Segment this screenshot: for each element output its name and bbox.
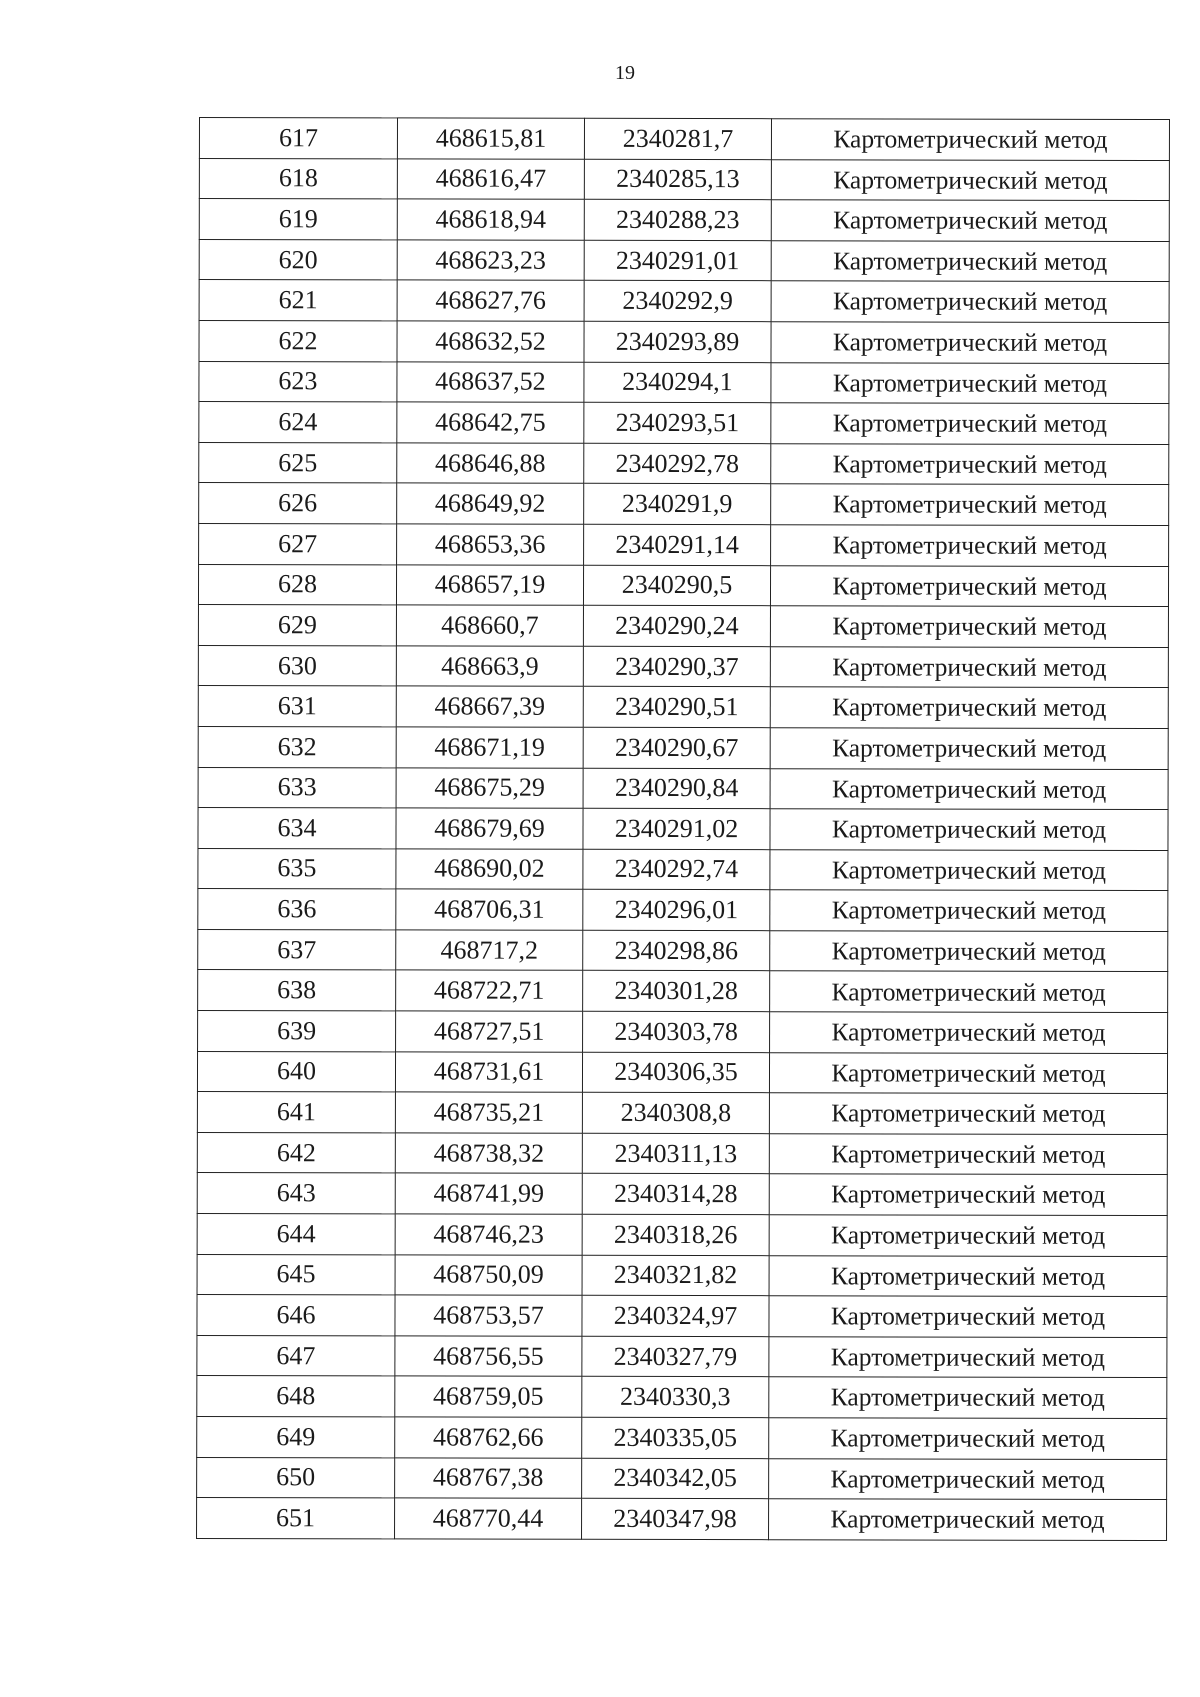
- table-row: [197, 1498, 1167, 1541]
- y-coordinate-cell: 2340298,86: [583, 930, 770, 971]
- y-coordinate-cell: 2340327,79: [582, 1336, 769, 1377]
- method-cell: Картометрический метод: [769, 1215, 1167, 1256]
- method-cell: Картометрический метод: [769, 1052, 1167, 1093]
- method-cell: Картометрический метод: [771, 159, 1169, 200]
- method-cell: Картометрический метод: [769, 1499, 1167, 1540]
- y-coordinate-cell: 2340291,02: [583, 808, 770, 849]
- x-coordinate-cell: 468767,38: [395, 1458, 582, 1499]
- x-coordinate-cell: 468637,52: [397, 361, 584, 402]
- x-coordinate-cell: 468738,32: [395, 1133, 582, 1174]
- table-row: [199, 402, 1169, 445]
- method-cell: Картометрический метод: [769, 1337, 1167, 1378]
- method-cell: Картометрический метод: [769, 1458, 1167, 1499]
- method-cell: Картометрический метод: [770, 728, 1168, 769]
- y-coordinate-cell: 2340314,28: [582, 1174, 769, 1215]
- y-coordinate-cell: 2340294,1: [584, 362, 771, 403]
- x-coordinate-cell: 468623,23: [397, 240, 584, 281]
- coordinates-table-body: [197, 118, 1170, 1541]
- x-coordinate-cell: 468690,02: [396, 849, 583, 890]
- method-cell: Картометрический метод: [769, 1134, 1167, 1175]
- point-number-cell: 625: [199, 442, 397, 483]
- x-coordinate-cell: 468770,44: [395, 1498, 582, 1539]
- y-coordinate-cell: 2340285,13: [584, 159, 771, 200]
- x-coordinate-cell: 468627,76: [397, 280, 584, 321]
- method-cell: Картометрический метод: [771, 484, 1169, 525]
- table-row: [199, 239, 1169, 282]
- table-row: [197, 1173, 1167, 1216]
- table-row: [198, 1011, 1168, 1054]
- table-row: [199, 320, 1169, 363]
- method-cell: Картометрический метод: [770, 971, 1168, 1012]
- x-coordinate-cell: 468706,31: [396, 889, 583, 930]
- point-number-cell: 630: [198, 645, 396, 686]
- coordinates-table: [196, 117, 1170, 1541]
- y-coordinate-cell: 2340290,5: [583, 565, 770, 606]
- table-row: [197, 1254, 1167, 1297]
- point-number-cell: 619: [199, 199, 397, 240]
- point-number-cell: 645: [197, 1254, 395, 1295]
- point-number-cell: 626: [199, 483, 397, 524]
- x-coordinate-cell: 468615,81: [397, 118, 584, 159]
- table-row: [199, 118, 1169, 161]
- y-coordinate-cell: 2340301,28: [583, 971, 770, 1012]
- method-cell: Картометрический метод: [770, 849, 1168, 890]
- x-coordinate-cell: 468735,21: [395, 1092, 582, 1133]
- method-cell: Картометрический метод: [770, 687, 1168, 728]
- x-coordinate-cell: 468746,23: [395, 1214, 582, 1255]
- x-coordinate-cell: 468731,61: [395, 1052, 582, 1093]
- method-cell: Картометрический метод: [769, 1093, 1167, 1134]
- x-coordinate-cell: 468759,05: [395, 1376, 582, 1417]
- x-coordinate-cell: 468679,69: [396, 808, 583, 849]
- y-coordinate-cell: 2340318,26: [582, 1214, 769, 1255]
- method-cell: Картометрический метод: [770, 1012, 1168, 1053]
- method-cell: Картометрический метод: [770, 768, 1168, 809]
- table-row: [198, 929, 1168, 972]
- point-number-cell: 618: [199, 158, 397, 199]
- x-coordinate-cell: 468675,29: [396, 767, 583, 808]
- y-coordinate-cell: 2340281,7: [584, 118, 771, 159]
- point-number-cell: 617: [199, 118, 397, 159]
- y-coordinate-cell: 2340288,23: [584, 199, 771, 240]
- y-coordinate-cell: 2340296,01: [583, 890, 770, 931]
- x-coordinate-cell: 468616,47: [397, 159, 584, 200]
- method-cell: Картометрический метод: [771, 403, 1169, 444]
- x-coordinate-cell: 468649,92: [397, 483, 584, 524]
- point-number-cell: 636: [198, 889, 396, 930]
- method-cell: Картометрический метод: [770, 606, 1168, 647]
- point-number-cell: 637: [198, 929, 396, 970]
- method-cell: Картометрический метод: [770, 931, 1168, 972]
- method-cell: Картометрический метод: [771, 443, 1169, 484]
- x-coordinate-cell: 468762,66: [395, 1417, 582, 1458]
- table-row: [198, 848, 1168, 891]
- table-row: [199, 523, 1169, 566]
- method-cell: Картометрический метод: [771, 200, 1169, 241]
- method-cell: Картометрический метод: [770, 809, 1168, 850]
- point-number-cell: 629: [198, 605, 396, 646]
- point-number-cell: 638: [198, 970, 396, 1011]
- method-cell: Картометрический метод: [771, 281, 1169, 322]
- x-coordinate-cell: 468618,94: [397, 199, 584, 240]
- point-number-cell: 651: [197, 1498, 395, 1539]
- point-number-cell: 623: [199, 361, 397, 402]
- x-coordinate-cell: 468750,09: [395, 1255, 582, 1296]
- point-number-cell: 631: [198, 686, 396, 727]
- point-number-cell: 622: [199, 320, 397, 361]
- method-cell: Картометрический метод: [770, 646, 1168, 687]
- y-coordinate-cell: 2340290,84: [583, 768, 770, 809]
- table-row: [197, 1457, 1167, 1500]
- point-number-cell: 633: [198, 767, 396, 808]
- y-coordinate-cell: 2340291,9: [584, 484, 771, 525]
- method-cell: Картометрический метод: [769, 1418, 1167, 1459]
- point-number-cell: 620: [199, 239, 397, 280]
- y-coordinate-cell: 2340308,8: [582, 1093, 769, 1134]
- method-cell: Картометрический метод: [769, 1377, 1167, 1418]
- x-coordinate-cell: 468663,9: [396, 646, 583, 687]
- x-coordinate-cell: 468657,19: [396, 564, 583, 605]
- table-row: [197, 1092, 1167, 1135]
- method-cell: Картометрический метод: [771, 322, 1169, 363]
- y-coordinate-cell: 2340347,98: [582, 1498, 769, 1539]
- method-cell: Картометрический метод: [769, 1255, 1167, 1296]
- x-coordinate-cell: 468741,99: [395, 1173, 582, 1214]
- page-number: 19: [615, 62, 635, 84]
- x-coordinate-cell: 468646,88: [397, 443, 584, 484]
- point-number-cell: 648: [197, 1376, 395, 1417]
- y-coordinate-cell: 2340303,78: [583, 1011, 770, 1052]
- x-coordinate-cell: 468756,55: [395, 1336, 582, 1377]
- point-number-cell: 632: [198, 726, 396, 767]
- table-row: [197, 1335, 1167, 1378]
- method-cell: Картометрический метод: [771, 362, 1169, 403]
- point-number-cell: 644: [197, 1214, 395, 1255]
- y-coordinate-cell: 2340293,51: [584, 402, 771, 443]
- point-number-cell: 621: [199, 280, 397, 321]
- x-coordinate-cell: 468632,52: [397, 321, 584, 362]
- x-coordinate-cell: 468727,51: [396, 1011, 583, 1052]
- table-row: [198, 970, 1168, 1013]
- point-number-cell: 640: [197, 1051, 395, 1092]
- x-coordinate-cell: 468717,2: [396, 930, 583, 971]
- table-row: [197, 1051, 1167, 1094]
- point-number-cell: 624: [199, 402, 397, 443]
- table-row: [199, 442, 1169, 485]
- y-coordinate-cell: 2340290,37: [583, 646, 770, 687]
- table-row: [197, 1376, 1167, 1419]
- y-coordinate-cell: 2340291,14: [584, 524, 771, 565]
- method-cell: Картометрический метод: [769, 1296, 1167, 1337]
- point-number-cell: 639: [198, 1011, 396, 1052]
- table-row: [198, 645, 1168, 688]
- point-number-cell: 643: [197, 1173, 395, 1214]
- x-coordinate-cell: 468667,39: [396, 686, 583, 727]
- table-row: [198, 889, 1168, 932]
- point-number-cell: 650: [197, 1457, 395, 1498]
- method-cell: Картометрический метод: [770, 565, 1168, 606]
- table-row: [198, 686, 1168, 729]
- y-coordinate-cell: 2340290,24: [583, 605, 770, 646]
- table-row: [199, 158, 1169, 201]
- point-number-cell: 641: [197, 1092, 395, 1133]
- table-row: [199, 361, 1169, 404]
- y-coordinate-cell: 2340335,05: [582, 1417, 769, 1458]
- y-coordinate-cell: 2340321,82: [582, 1255, 769, 1296]
- point-number-cell: 649: [197, 1416, 395, 1457]
- y-coordinate-cell: 2340292,78: [584, 443, 771, 484]
- y-coordinate-cell: 2340291,01: [584, 240, 771, 281]
- y-coordinate-cell: 2340330,3: [582, 1377, 769, 1418]
- y-coordinate-cell: 2340342,05: [582, 1458, 769, 1499]
- method-cell: Картометрический метод: [771, 119, 1169, 160]
- y-coordinate-cell: 2340292,74: [583, 849, 770, 890]
- table-row: [199, 483, 1169, 526]
- table-row: [197, 1214, 1167, 1257]
- point-number-cell: 627: [199, 523, 397, 564]
- table-row: [197, 1416, 1167, 1459]
- x-coordinate-cell: 468660,7: [396, 605, 583, 646]
- table-row: [197, 1295, 1167, 1338]
- y-coordinate-cell: 2340293,89: [584, 321, 771, 362]
- point-number-cell: 635: [198, 848, 396, 889]
- table-row: [198, 605, 1168, 648]
- table-row: [199, 199, 1169, 242]
- point-number-cell: 628: [198, 564, 396, 605]
- x-coordinate-cell: 468671,19: [396, 727, 583, 768]
- y-coordinate-cell: 2340290,67: [583, 727, 770, 768]
- method-cell: Картометрический метод: [770, 890, 1168, 931]
- x-coordinate-cell: 468642,75: [397, 402, 584, 443]
- table-row: [197, 1132, 1167, 1175]
- method-cell: Картометрический метод: [771, 525, 1169, 566]
- table-row: [198, 726, 1168, 769]
- y-coordinate-cell: 2340306,35: [582, 1052, 769, 1093]
- method-cell: Картометрический метод: [771, 240, 1169, 281]
- point-number-cell: 647: [197, 1335, 395, 1376]
- y-coordinate-cell: 2340324,97: [582, 1296, 769, 1337]
- y-coordinate-cell: 2340292,9: [584, 281, 771, 322]
- table-row: [198, 767, 1168, 810]
- table-row: [199, 280, 1169, 323]
- x-coordinate-cell: 468722,71: [396, 970, 583, 1011]
- y-coordinate-cell: 2340311,13: [582, 1133, 769, 1174]
- point-number-cell: 634: [198, 808, 396, 849]
- y-coordinate-cell: 2340290,51: [583, 687, 770, 728]
- point-number-cell: 642: [197, 1132, 395, 1173]
- x-coordinate-cell: 468753,57: [395, 1295, 582, 1336]
- table-row: [198, 564, 1168, 607]
- method-cell: Картометрический метод: [769, 1174, 1167, 1215]
- table-row: [198, 808, 1168, 851]
- x-coordinate-cell: 468653,36: [397, 524, 584, 565]
- point-number-cell: 646: [197, 1295, 395, 1336]
